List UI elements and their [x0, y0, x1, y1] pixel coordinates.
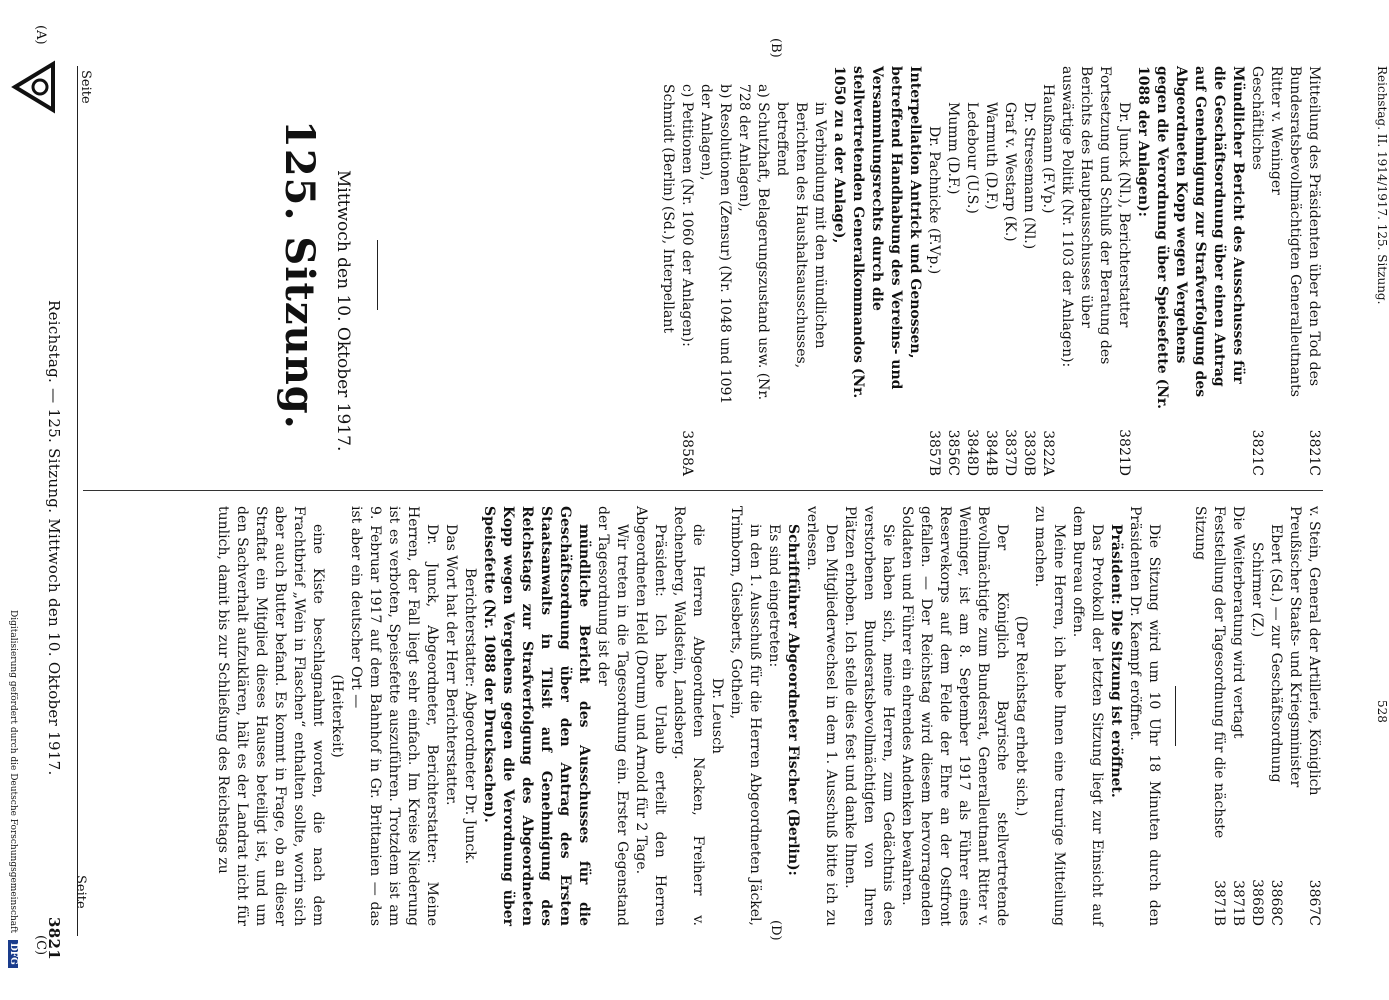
- column-divider: [83, 490, 1323, 491]
- toc-item: Ledebour (U.S.) 3848D: [964, 102, 980, 476]
- table-of-contents: [658, 66, 1323, 476]
- paragraph: die Herren Abgeordneten Nacken, Freiherr v. Rechenberg, Waldstein, Landsberg.: [671, 506, 706, 926]
- header-rule: [77, 66, 78, 936]
- paragraph: Dr. Leusch: [709, 678, 725, 754]
- paragraph: Es sind eingetreten:: [766, 524, 782, 668]
- paragraph: Schriftführer Abgeordneter Fischer (Berlin):: [785, 524, 801, 876]
- dfg-logo: DFG: [8, 940, 18, 968]
- session-title: 125. Sitzung.: [276, 120, 323, 430]
- toc-item: Graf v. Westarp (K.) 3837D: [1002, 102, 1018, 476]
- toc-item: Fortsetzung und Schluß der Beratung des Berichts des Hauptausschusses über auswärtige Politik (Nr. 1103 der Anlagen):: [1059, 66, 1113, 368]
- toc-item: Mündlicher Bericht des Ausschusses für die Geschäftsordnung über einen Antrag auf Genehmigung zur Strafverfolgung des Abgeordneten Kopp wegen Vergehens gegen die Verordnung über Speisefette (Nr. 1088 der Anlagen):: [1135, 66, 1246, 409]
- toc-item: Die Weiterberatung wird vertagt 3871B: [1230, 506, 1246, 926]
- margin-label-c: (C): [33, 935, 48, 956]
- section-rule: [1175, 686, 1176, 746]
- toc-item: Dr. Pachnicke (F.Vp.) 3857B: [926, 126, 942, 476]
- paragraph: Das Protokoll der letzten Sitzung liegt zur Einsicht auf dem Bureau offen.: [1070, 506, 1105, 926]
- right-column: [213, 506, 1323, 926]
- toc-item: Dr. Stresemann (Nl.) 3830B: [1021, 102, 1037, 476]
- paragraph: Der Königlich Bayrische stellvertretende Bevollmächtigte zum Bundesrat, Generalleutnant Ritter v. Weninger, ist am 8. September 1917 als Führer eines Reservekorps auf dem Felde der Ehre an der Ostfront gefallen. — Der Reichstag wird diesem hervorragenden Soldaten und Führer ein ehrendes Andenken bewahren.: [899, 506, 1010, 926]
- paragraph: Präsident: Ich habe Urlaub erteilt den Herren Abgeordneten Held (Dorum) und Arnold für 2 Tage.: [633, 506, 668, 926]
- paragraph: Berichterstatter: Abgeordneter Dr. Junck.: [462, 567, 478, 865]
- toc-item: Warmuth (D.F.) 3844B: [983, 102, 999, 476]
- paragraph: Die Sitzung wird um 10 Uhr 18 Minuten durch den Präsidenten Dr. Kaempf eröffnet.: [1127, 506, 1162, 926]
- toc-item: a) Schutzhaft, Belagerungszustand usw. (Nr. 728 der Anlagen),: [736, 84, 771, 401]
- paragraph: Präsident: Die Sitzung ist eröffnet.: [1108, 524, 1124, 798]
- toc-item: Ebert (Sd.) — zur Geschäftsordnung 3868C: [1268, 524, 1284, 926]
- paragraph: Wir treten in die Tagesordnung ein. Erster Gegenstand der Tagesordnung ist der: [595, 506, 630, 926]
- toc-item: Geschäftliches 3821C: [1249, 66, 1265, 476]
- paragraph: Das Wort hat der Herr Berichterstatter.: [443, 524, 459, 806]
- footer-left: Reichstag. II. 1914/1917. 125. Sitzung.: [1375, 66, 1389, 305]
- toc-item: b) Resolutionen (Zensur) (Nr. 1048 und 1091 der Anlagen),: [698, 84, 733, 405]
- toc-item: in Verbindung mit den mündlichen Berichten des Haushaltsausschusses, betreffend: [774, 102, 828, 369]
- toc-item: c) Petitionen (Nr. 1060 der Anlagen): Schmidt (Berlin) (Sd.), Interpellant 3858A: [660, 84, 695, 476]
- reichstag-emblem-icon: [13, 62, 57, 112]
- toc-item: Haußmann (F.Vp.) 3822A: [1040, 84, 1056, 476]
- toc-item: Dr. Junck (Nl.), Berichterstatter 3821D: [1116, 102, 1132, 476]
- running-header: Reichstag. — 125. Sitzung. Mittwoch den 10. Oktober 1917.: [45, 300, 63, 776]
- toc-item: Mitteilung des Präsidenten über den Tod des Bundesratsbevollmächtigten Generalleutnants Ritter v. Weninger 3821C: [1268, 66, 1322, 476]
- stage-direction: (Der Reichstag erhebt sich.): [1013, 615, 1029, 817]
- toc-item: Interpellation Antrick und Genossen, betreffend Handhabung des Vereins- und Versammlungsrechts durch die stellvertretenden Generalkommandos (Nr. 1050 zu a der Anlage),: [831, 66, 923, 399]
- toc-item: v. Stein, General der Artillerie, Königlich Preußischer Staats- und Kriegsminister 3867C: [1287, 506, 1322, 926]
- margin-label-d: (D): [768, 920, 783, 941]
- page-number: 3821: [45, 917, 63, 960]
- paragraph: eine Kiste beschlagnahmt worden, die nach dem Frachtbrief „Wein in Flaschen“ enthalten sollte, worin sich aber auch Butter befand. Es kommt in Frage, ob an dieser Straftat ein Mitglied dieses Hauses beteiligt ist, und um den Sachverhalt aufzuklären, hält es der Landrat nicht für tunlich, damit bis zur Schließung des Reichstags zu: [215, 506, 326, 926]
- session-date: Mittwoch den 10. Oktober 1917.: [333, 170, 353, 452]
- toc-item: Feststellung der Tagesordnung für die nächste Sitzung 3871B: [1192, 506, 1227, 926]
- seite-label-left: Seite: [78, 70, 93, 104]
- toc-item: Schirmer (Z.) 3868D: [1249, 542, 1265, 926]
- paragraph: in den 1. Ausschuß für die Herren Abgeordneten Jäckel, Trimborn, Giesberts, Gothein,: [728, 506, 763, 926]
- stage-direction: (Heiterkeit): [329, 674, 345, 758]
- seite-label-right: Seite: [73, 875, 88, 909]
- paragraph: Meine Herren, ich habe Ihnen eine traurige Mitteilung zu machen.: [1032, 506, 1067, 926]
- footer-sheet: 528: [1375, 700, 1389, 723]
- paragraph: Dr. Junck, Abgeordneter, Berichterstatter: Meine Herren, der Fall liegt sehr einfach. Im Kreise Niederung ist es verboten, Speisefette auszuführen. Trotzdem ist am 9. Februar 1917 auf dem Bahnhof in Gr. Brittanien — das ist aber ein deutscher Ort —: [348, 506, 440, 926]
- digitization-credit: Digitalisierung gefördert durch die Deutsche Forschungsgemeinschaft DFG: [8, 610, 18, 990]
- toc-item: Mumm (D.F.) 3856C: [945, 102, 961, 476]
- margin-label-a: (A): [33, 25, 48, 45]
- margin-label-b: (B): [768, 38, 783, 58]
- paragraph: Den Mitgliederwechsel in dem 1. Ausschuß bitte ich zu verlesen.: [804, 506, 839, 926]
- title-rule: [377, 240, 378, 310]
- paragraph: mündliche Bericht des Ausschusses für die Geschäftsordnung über den Antrag des Ersten Staatsanwalts in Tilsit auf Genehmigung des Reichstags zur Strafverfolgung des Abgeordneten Kopp wegen Vergehens gegen die Verordnung über Speisefette (Nr. 1088 der Drucksachen).: [481, 506, 592, 926]
- paragraph: Sie haben sich, meine Herren, zum Gedächtnis des verstorbenen Bundesratsbevollmächtigten von Ihren Plätzen erhoben. Ich stelle dies fest und danke Ihnen.: [842, 506, 896, 926]
